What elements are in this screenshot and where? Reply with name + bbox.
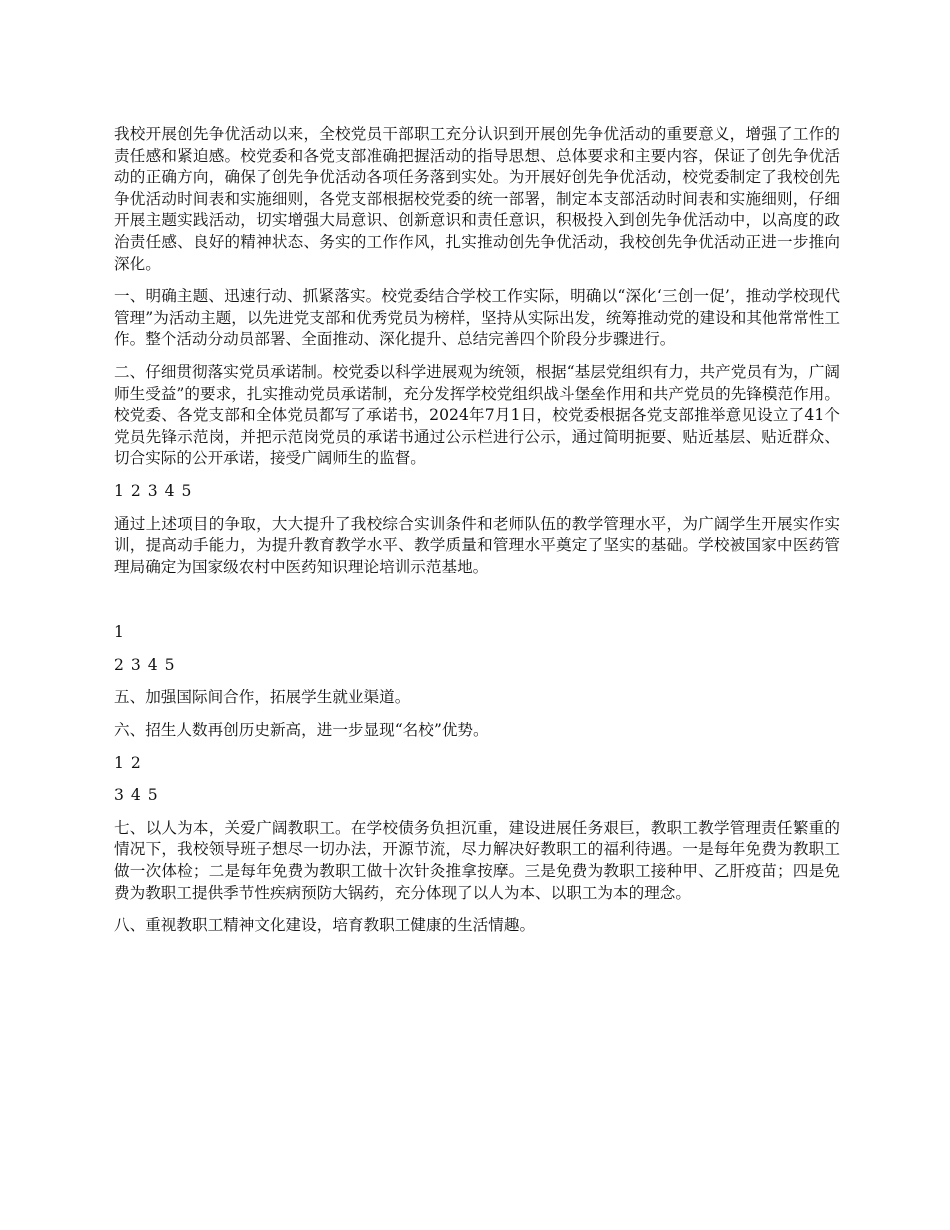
number-line: 1: [114, 623, 125, 642]
number-line: 1 2: [114, 753, 142, 772]
number-line: 3 4 5: [114, 786, 159, 805]
training-paragraph: 通过上述项目的争取，大大提升了我校综合实训条件和老师队伍的教学管理水平，为广阔学生开展实作实训，提高动手能力，为提升教育教学水平、教学质量和管理水平奠定了坚实的基础。学校被国家中医药管理局确定为国家级农村中医药知识理论培训示范基地。: [114, 514, 840, 576]
section-six-heading: 六、招生人数再创历史新高，进一步显现“名校”优势。: [114, 721, 489, 740]
section-eight-heading: 八、重视教职工精神文化建设，培育教职工健康的生活情趣。: [114, 916, 536, 935]
section-five-heading: 五、加强国际间合作，拓展学生就业渠道。: [114, 688, 411, 707]
number-line: 2 3 4 5: [114, 655, 176, 674]
document-body: [114, 124, 840, 948]
section-seven-paragraph: 七、以人为本，关爱广阔教职工。在学校债务负担沉重，建设进展任务艰巨，教职工教学管理责任繁重的情况下，我校领导班子想尽一切办法，开源节流，尽力解决好教职工的福利待遇。一是每年免费为教职工做一次体检；二是每年免费为教职工做十次针灸推拿按摩。三是免费为教职工接种甲、乙肝疫苗；四是免费为教职工提供季节性疾病预防大锅药，充分体现了以人为本、以职工为本的理念。: [114, 818, 840, 902]
section-two-paragraph: 二、仔细贯彻落实党员承诺制。校党委以科学进展观为统领，根据“基层党组织有力，共产党员有为，广阔师生受益”的要求，扎实推动党员承诺制，充分发挥学校党组织战斗堡垒作用和共产党员的先锋模范作用。校党委、各党支部和全体党员都写了承诺书，2024年7月1日，校党委根据各党支部推举意见设立了41个党员先锋示范岗，并把示范岗党员的承诺书通过公示栏进行公示，通过简明扼要、贴近基层、贴近群众、切合实际的公开承诺，接受广阔师生的监督。: [114, 362, 840, 468]
intro-paragraph: 我校开展创先争优活动以来，全校党员干部职工充分认识到开展创先争优活动的重要意义，增强了工作的责任感和紧迫感。校党委和各党支部准确把握活动的指导思想、总体要求和主要内容，保证了创先争优活动的正确方向，确保了创先争优活动各项任务落到实处。为开展好创先争优活动，校党委制定了我校创先争优活动时间表和实施细则，各党支部根据校党委的统一部署，制定本支部活动时间表和实施细则，仔细开展主题实践活动，切实增强大局意识、创新意识和责任意识，积极投入到创先争优活动中，以高度的政治责任感、良好的精神状态、务实的工作作风，扎实推动创先争优活动，我校创先争优活动正进一步推向深化。: [114, 125, 840, 273]
number-line: 1 2 3 4 5: [114, 481, 193, 500]
blank-spacer: [114, 589, 840, 622]
section-one-paragraph: 一、明确主题、迅速行动、抓紧落实。校党委结合学校工作实际，明确以“深化‘三创一促’，推动学校现代管理”为活动主题，以先进党支部和优秀党员为榜样，坚持从实际出发，统筹推动党的建设和其他常常性工作。整个活动分动员部署、全面推动、深化提升、总结完善四个阶段分步骤进行。: [114, 287, 840, 349]
